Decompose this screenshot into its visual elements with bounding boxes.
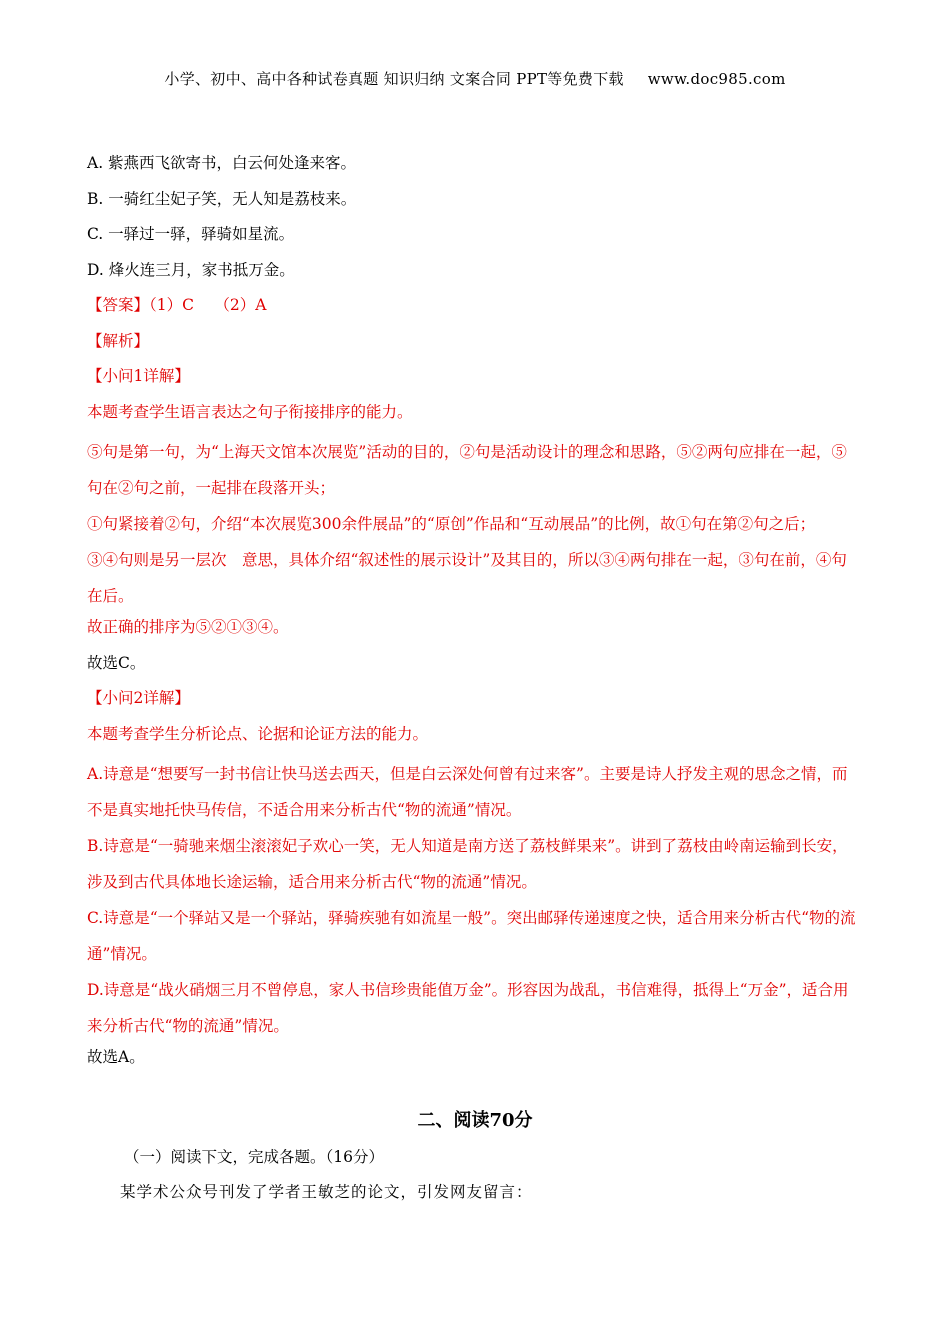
q2-paragraph-c: C.诗意是“一个驿站又是一个驿站，驿骑疾驰有如流星一般”。突出邮驿传递速度之快，适合用来分析古代“物的流通”情况。 <box>87 909 856 963</box>
q1-paragraph-2: ①句紧接着②句，介绍“本次展览300余件展品”的“原创”作品和“互动展品”的比例，故①句在第②句之后； <box>87 515 816 533</box>
q2-choice: 故选A。 <box>87 1048 145 1066</box>
section-title: 二、阅读70分 <box>417 1110 533 1131</box>
header-text: 小学、初中、高中各种试卷真题 知识归纳 文案合同 PPT等免费下载 <box>164 70 624 88</box>
q2-intro: 本题考查学生分析论点、论据和论证方法的能力。 <box>87 724 429 743</box>
document-body <box>87 150 862 1080</box>
q1-intro: 本题考查学生语言表达之句子衔接排序的能力。 <box>87 402 413 421</box>
answer-line: 【答案】（1）C （2）A <box>87 296 267 314</box>
q2-paragraph-a: A.诗意是“想要写一封书信让快马送去西天，但是白云深处何曾有过来客”。主要是诗人抒发主观的思念之情，而不是真实地托快马传信，不适合用来分析古代“物的流通”情况。 <box>87 765 848 819</box>
header-site: www.doc985.com <box>647 70 786 88</box>
option-a: A. 紫燕西飞欲寄书，白云何处逢来客。 <box>87 154 357 172</box>
q1-title: 【小问1详解】 <box>87 367 190 385</box>
q1-paragraph-3: ③④句则是另一层次 意思，具体介绍“叙述性的展示设计”及其目的，所以③④两句排在一起，③句在前，④句在后。 <box>87 551 847 605</box>
option-b: B. 一骑红尘妃子笑，无人知是荔枝来。 <box>87 189 357 208</box>
q1-paragraph-1: ⑤句是第一句，为“上海天文馆本次展览”活动的目的，②句是活动设计的理念和思路，⑤②两句应排在一起，⑤句在②句之前，一起排在段落开头； <box>87 443 847 497</box>
reading-text: 某学术公众号刊发了学者王敏芝的论文，引发网友留言： <box>120 1183 533 1201</box>
q2-title: 【小问2详解】 <box>87 689 190 707</box>
reading-intro: （一）阅读下文，完成各题。（16分） <box>124 1148 384 1166</box>
analysis-title: 【解析】 <box>87 331 150 350</box>
q1-order: 故正确的排序为⑤②①③④。 <box>87 618 289 636</box>
page-header <box>0 68 950 89</box>
q2-paragraph-d: D.诗意是“战火硝烟三月不曾停息，家人书信珍贵能值万金”。形容因为战乱，书信难得，抵得上“万金”，适合用来分析古代“物的流通”情况。 <box>87 981 849 1035</box>
option-c: C. 一驿过一驿，驿骑如星流。 <box>87 225 295 243</box>
option-d: D. 烽火连三月，家书抵万金。 <box>87 260 295 279</box>
q2-paragraph-b: B.诗意是“一骑驰来烟尘滚滚妃子欢心一笑，无人知道是南方送了荔枝鲜果来”。讲到了荔枝由岭南运输到长安，涉及到古代具体地长途运输，适合用来分析古代“物的流通”情况。 <box>87 837 848 891</box>
q1-choice: 故选C。 <box>87 653 146 672</box>
